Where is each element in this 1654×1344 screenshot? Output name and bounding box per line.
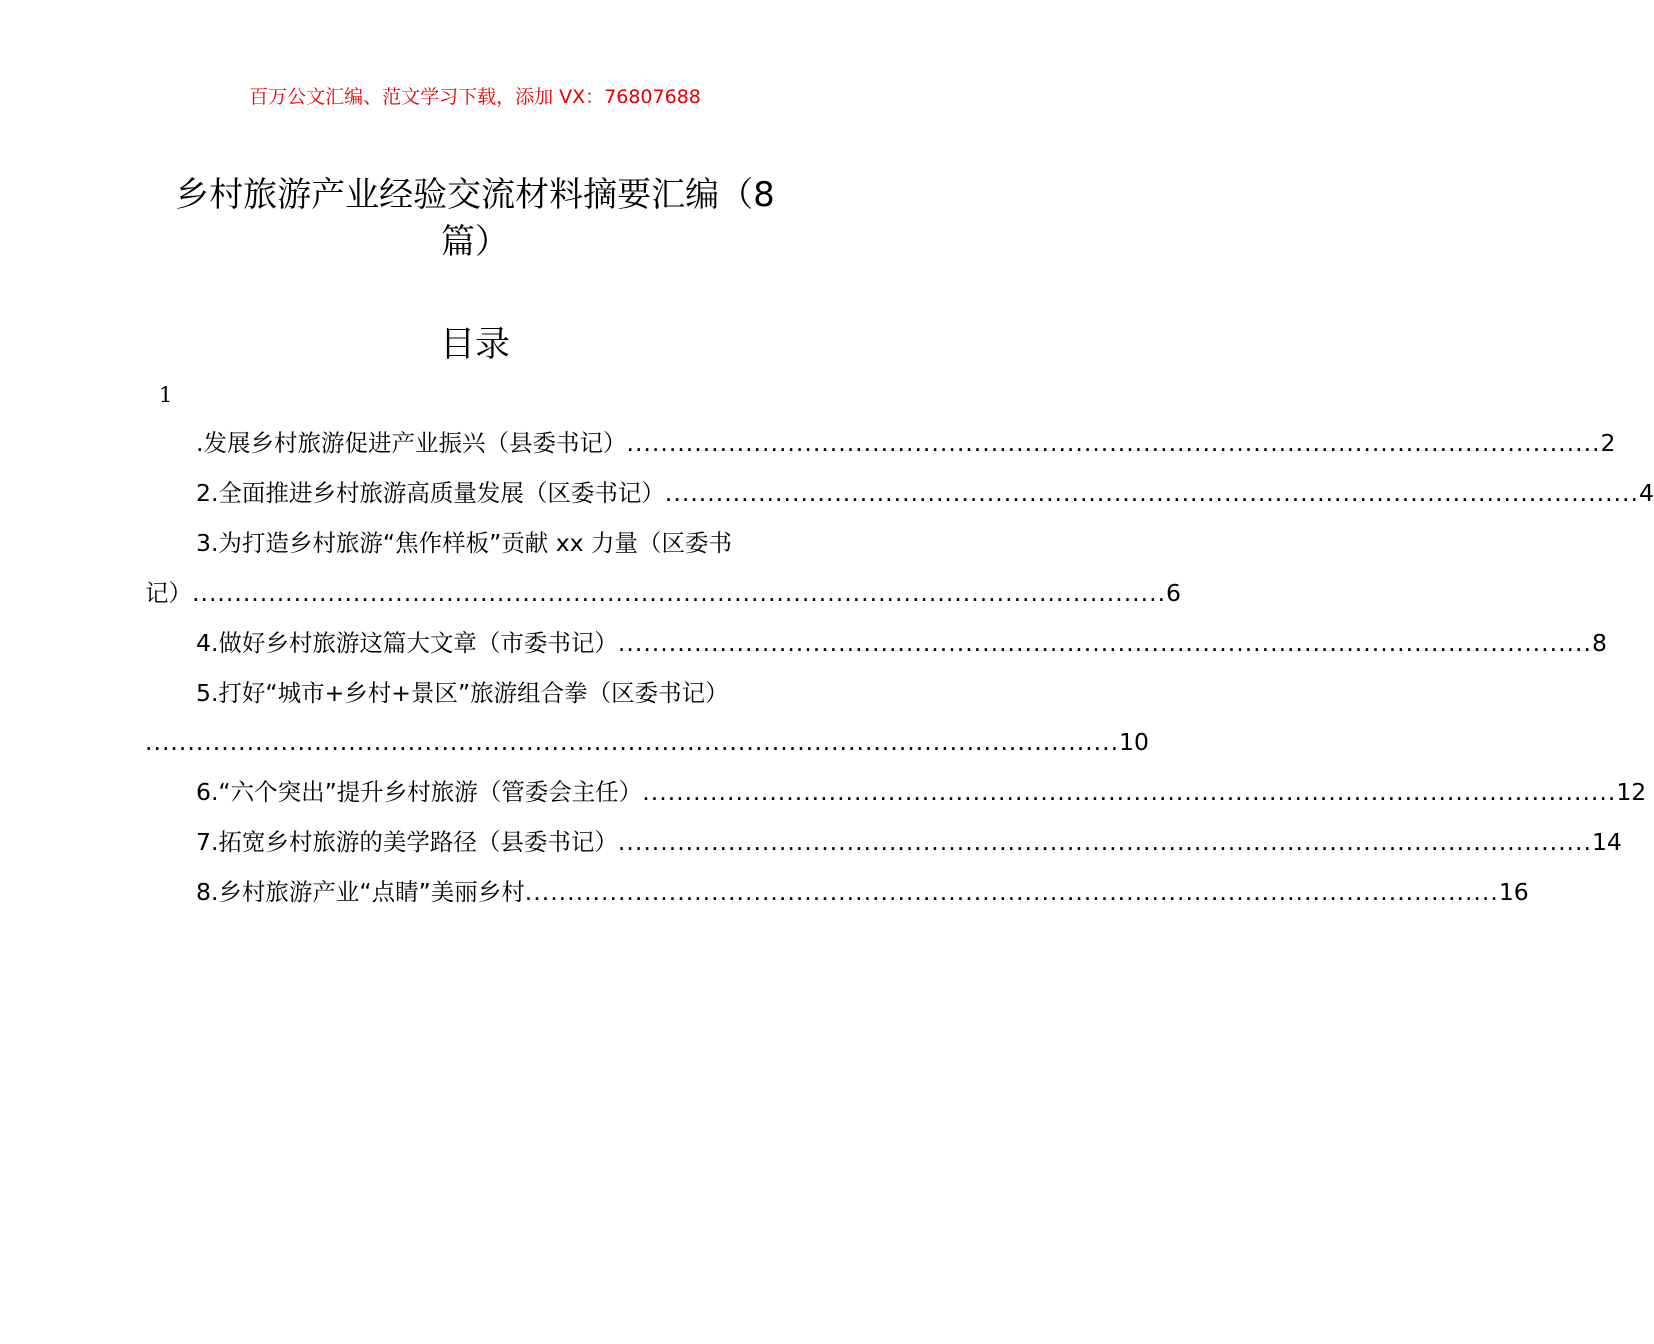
toc-entry-text: 4.做好乡村旅游这篇大文章（市委书记） [196, 629, 618, 657]
toc-entry-6[interactable] [145, 775, 1647, 809]
toc-leader-dots: ................................................................................................................... [617, 629, 1592, 657]
toc-entry-text: 3.为打造乡村旅游“焦作样板”贡献 xx 力量（区委书 [196, 529, 733, 557]
toc-leader-dots: ................................................................................................................... [145, 728, 1120, 756]
toc-entry-3-line2[interactable] [145, 576, 1181, 610]
toc-entry-8[interactable] [145, 875, 1529, 909]
toc-entry-5-line1[interactable] [145, 676, 805, 710]
toc-entry-2[interactable] [145, 476, 1654, 510]
toc-entry-text: 5.打好“城市+乡村+景区”旅游组合拳（区委书记） [196, 679, 729, 707]
toc-entry-text: 7.拓宽乡村旅游的美学路径（县委书记） [196, 828, 618, 856]
toc-entry-text: .发展乡村旅游促进产业振兴（县委书记） [196, 429, 627, 457]
toc-entry-5-line2[interactable] [145, 725, 1149, 759]
toc-leader-dots: ................................................................................................................... [617, 828, 1592, 856]
toc-page-number: 2 [1600, 429, 1616, 457]
toc-entry-3-line1[interactable] [145, 526, 805, 560]
toc-page-number: 14 [1591, 828, 1622, 856]
toc-leader-dots: ................................................................................................................... [664, 479, 1639, 507]
toc-entry-text: 记） [145, 579, 192, 607]
toc-page-number: 16 [1498, 878, 1529, 906]
toc-page-number: 12 [1616, 778, 1647, 806]
toc-leader-dots: ................................................................................................................... [524, 878, 1499, 906]
toc-entry-text: 6.“六个突出”提升乡村旅游（管委会主任） [196, 778, 643, 806]
toc-entry-text: 8.乡村旅游产业“点睛”美丽乡村 [196, 878, 525, 906]
document-title-line2: 篇） [441, 222, 509, 262]
toc-page-number: 8 [1591, 629, 1607, 657]
header-watermark-note: 百万公文汇编、范文学习下载，添加 VX：76807688 [249, 86, 701, 108]
toc-page-number: 4 [1638, 479, 1654, 507]
toc-heading: 目录 [439, 325, 510, 365]
toc-leader-dots: ................................................................................................................... [642, 778, 1617, 806]
toc-first-number: 1 [159, 383, 173, 407]
toc-entry-7[interactable] [145, 825, 1622, 859]
toc-entry-4[interactable] [145, 626, 1607, 660]
toc-leader-dots: ................................................................................................................... [626, 429, 1601, 457]
toc-page-number: 6 [1166, 579, 1181, 607]
document-title [150, 172, 800, 266]
toc-entry-text: 2.全面推进乡村旅游高质量发展（区委书记） [196, 479, 665, 507]
toc-page-number: 10 [1119, 728, 1149, 756]
toc-entry-1[interactable] [145, 426, 1616, 460]
document-title-line1: 乡村旅游产业经验交流材料摘要汇编（8 [175, 175, 775, 215]
toc-leader-dots: ................................................................................................................... [192, 579, 1167, 607]
